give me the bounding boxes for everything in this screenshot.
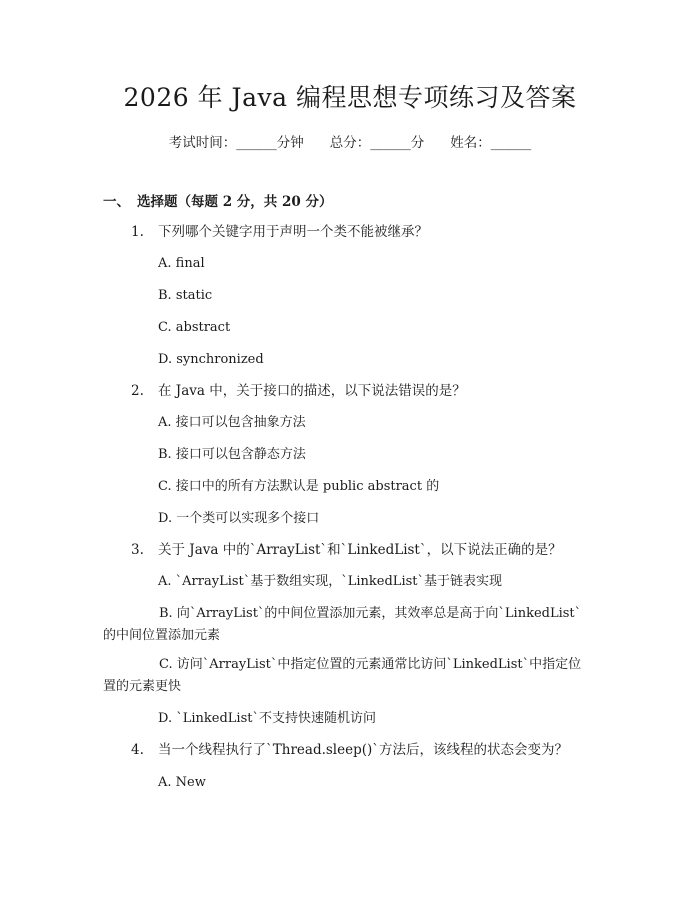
question-2	[131, 381, 466, 401]
question-number: 2.	[131, 383, 144, 399]
option-3b: B. 向`ArrayList`的中间位置添加元素，其效率总是高于向`LinkedList`的中间位置添加元素	[103, 606, 582, 643]
section-heading	[103, 190, 332, 210]
option-3a: A. `ArrayList`基于数组实现，`LinkedList`基于链表实现	[158, 574, 502, 589]
question-number: 4.	[131, 742, 144, 758]
page-title: 2026 年 Java 编程思想专项练习及答案	[123, 83, 577, 112]
student-name-field: 姓名：______	[450, 135, 532, 151]
question-3	[131, 540, 562, 560]
option-2b: B. 接口可以包含静态方法	[158, 447, 306, 462]
section-number: 一、	[103, 194, 130, 210]
option-3c: C. 访问`ArrayList`中指定位置的元素通常比访问`LinkedList`中指定位置的元素更快	[103, 657, 582, 694]
option-2d: D. 一个类可以实现多个接口	[158, 511, 320, 526]
section-title: 选择题（每题 2 分，共 20 分）	[137, 194, 333, 210]
option-1d: D. synchronized	[158, 352, 264, 367]
question-text: 下列哪个关键字用于声明一个类不能被继承？	[158, 224, 428, 240]
question-number: 1.	[131, 224, 144, 240]
question-text: 当一个线程执行了`Thread.sleep()`方法后，该线程的状态会变为？	[158, 742, 569, 758]
option-2a: A. 接口可以包含抽象方法	[158, 415, 306, 430]
exam-time-field: 考试时间：______分钟	[168, 135, 304, 151]
option-4a: A. New	[158, 775, 206, 790]
question-text: 在 Java 中，关于接口的描述，以下说法错误的是？	[158, 383, 466, 399]
option-1b: B. static	[158, 288, 213, 303]
option-2c: C. 接口中的所有方法默认是 public abstract 的	[158, 479, 440, 494]
question-4	[131, 740, 568, 760]
question-number: 3.	[131, 542, 144, 558]
question-1	[131, 222, 428, 242]
exam-meta	[0, 131, 700, 151]
option-1c: C. abstract	[158, 320, 231, 335]
option-3d: D. `LinkedList`不支持快速随机访问	[158, 711, 376, 726]
question-text: 关于 Java 中的`ArrayList`和`LinkedList`，以下说法正确的是？	[158, 542, 562, 558]
total-score-field: 总分：______分	[329, 135, 425, 151]
option-1a: A. final	[158, 256, 205, 271]
